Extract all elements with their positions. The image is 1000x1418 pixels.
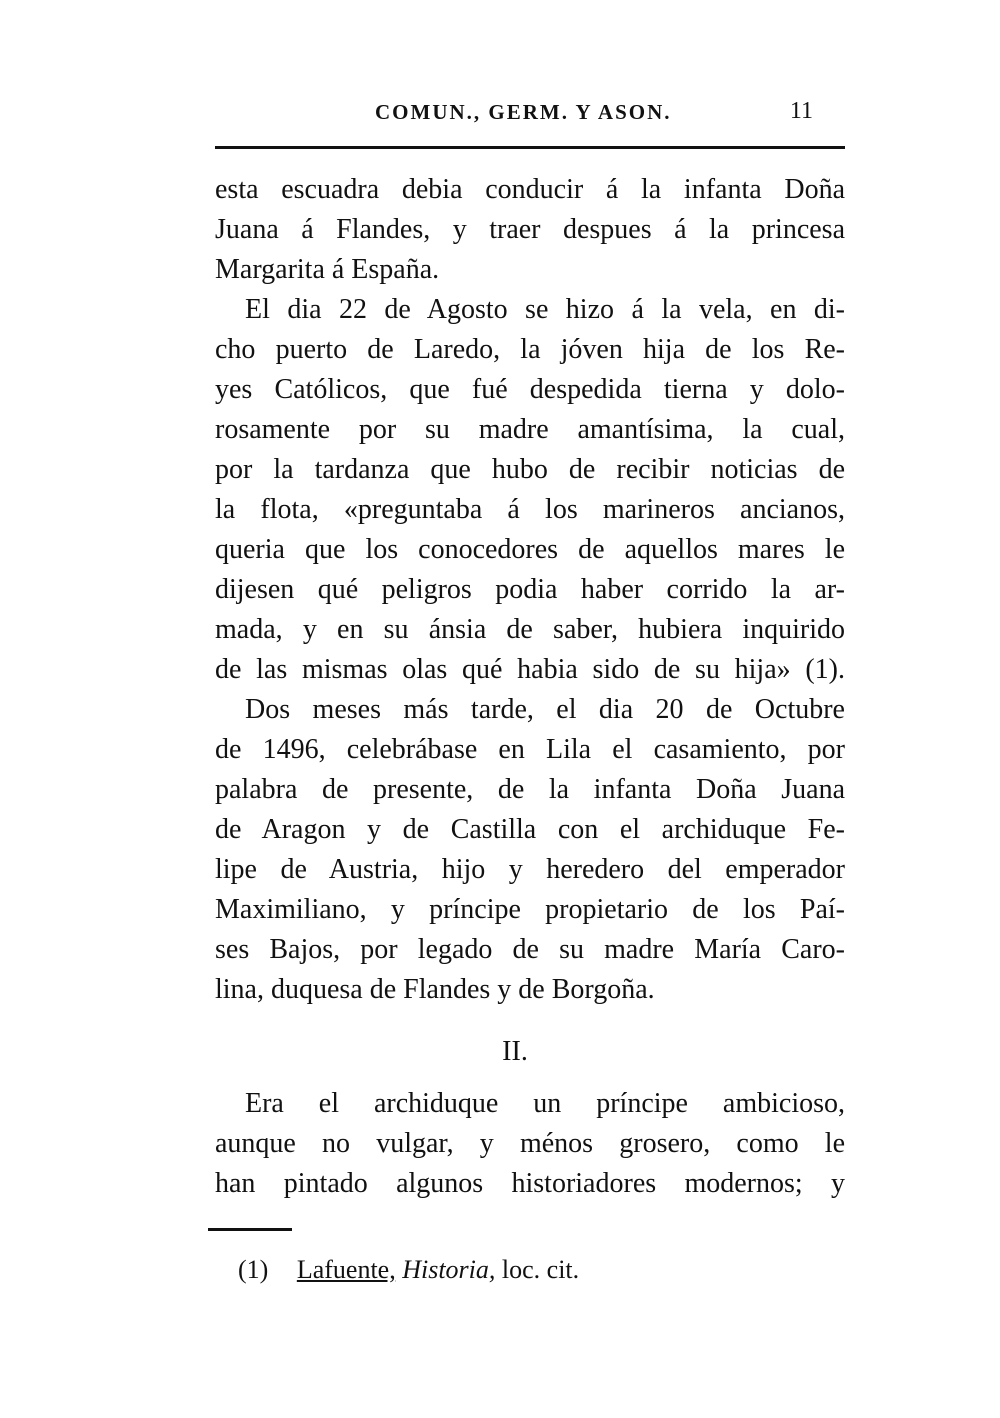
text-line: ses Bajos, por legado de su madre María Caro-: [215, 934, 845, 965]
text-line: El dia 22 de Agosto se hizo á la vela, en di-: [245, 294, 845, 325]
text-line: Maximiliano, y príncipe propietario de los Paí-: [215, 894, 845, 925]
body-text-continued: [215, 1084, 845, 1204]
running-head: [215, 98, 845, 138]
footnote-rule: [208, 1228, 292, 1231]
text-line: lipe de Austria, hijo y heredero del emperador: [215, 854, 845, 885]
header-rule: [215, 146, 845, 149]
text-line: de 1496, celebrábase en Lila el casamiento, por: [215, 734, 845, 765]
footnote-citation: loc. cit.: [501, 1255, 580, 1284]
text-line: la flota, «preguntaba á los marineros ancianos,: [215, 494, 845, 525]
text-line: Margarita á España.: [215, 254, 440, 285]
page-number: 11: [789, 98, 813, 124]
text-line: han pintado algunos historiadores modernos; y: [215, 1168, 845, 1199]
footnote-marker: (1): [238, 1255, 269, 1284]
section-title: II.: [502, 1036, 528, 1067]
text-line: Juana á Flandes, y traer despues á la princesa: [215, 214, 845, 245]
body-text: [215, 170, 845, 1010]
text-line: yes Católicos, que fué despedida tierna y dolo-: [215, 374, 845, 405]
text-line: de Aragon y de Castilla con el archiduque Fe-: [215, 814, 845, 845]
footnote-author: Lafuente,: [296, 1255, 396, 1284]
text-line: Dos meses más tarde, el dia 20 de Octubre: [245, 694, 845, 725]
text-line: queria que los conocedores de aquellos mares le: [215, 534, 845, 565]
text-line: aunque no vulgar, y ménos grosero, como le: [215, 1128, 845, 1159]
text-line: por la tardanza que hubo de recibir noticias de: [215, 454, 845, 485]
footnote: [238, 1252, 579, 1288]
text-line: de las mismas olas qué habia sido de su hija» (1).: [215, 654, 845, 685]
text-line: rosamente por su madre amantísima, la cual,: [215, 414, 845, 445]
text-line: palabra de presente, de la infanta Doña Juana: [215, 774, 845, 805]
text-line: dijesen qué peligros podia haber corrido la ar-: [215, 574, 845, 605]
running-title: COMUN., GERM. Y ASON.: [375, 100, 672, 124]
text-line: lina, duquesa de Flandes y de Borgoña.: [215, 974, 655, 1005]
footnote-work: Historia,: [402, 1255, 496, 1284]
text-line: esta escuadra debia conducir á la infanta Doña: [215, 174, 845, 205]
text-line: mada, y en su ánsia de saber, hubiera inquirido: [215, 614, 845, 645]
text-line: cho puerto de Laredo, la jóven hija de los Re-: [215, 334, 845, 365]
text-line: Era el archiduque un príncipe ambicioso,: [245, 1088, 845, 1119]
